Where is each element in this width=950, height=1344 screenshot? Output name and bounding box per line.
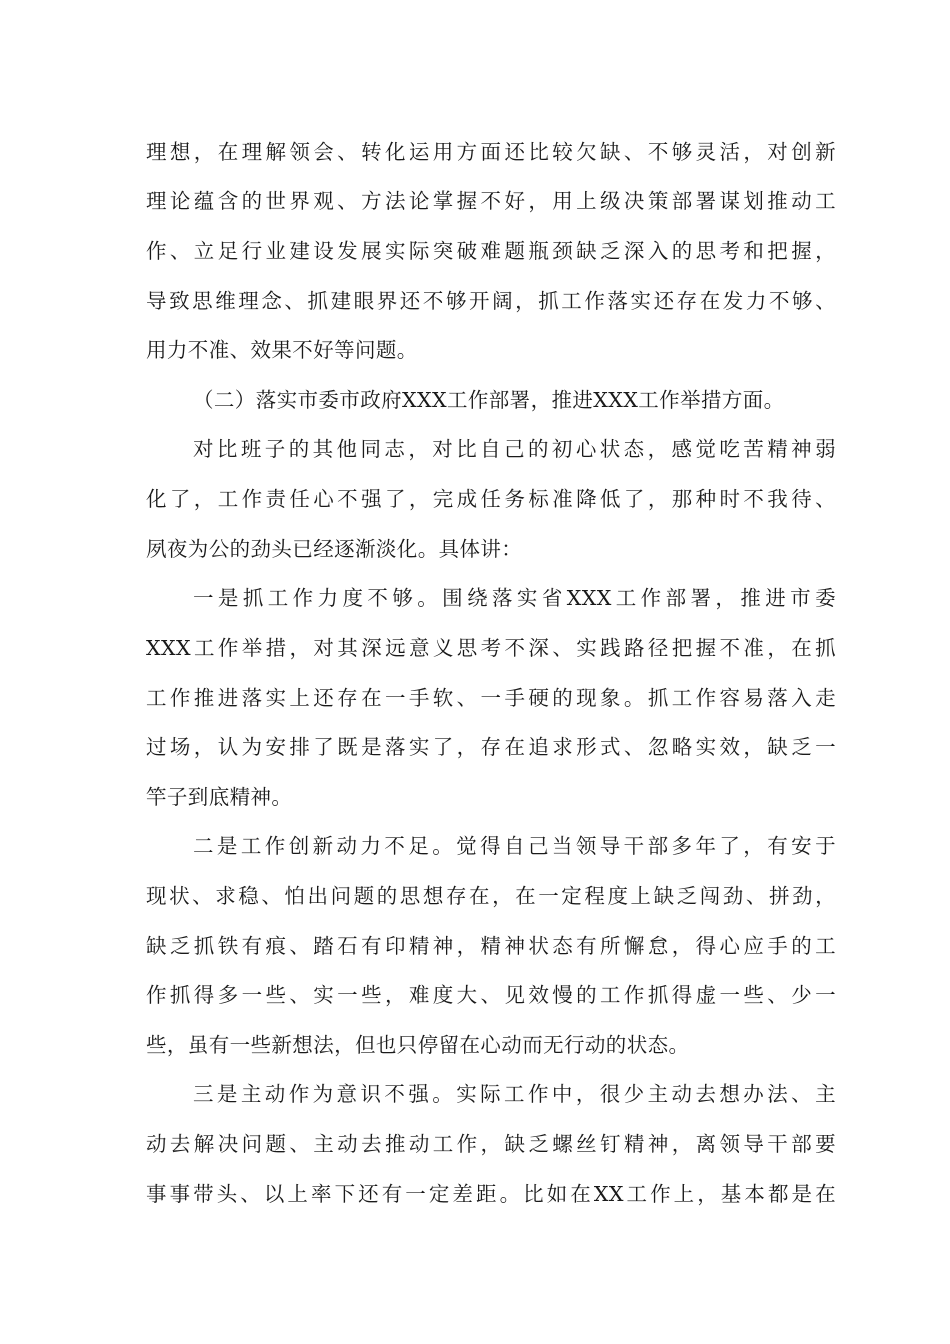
text-line: 一是抓工作力度不够。围绕落实省XXX工作部署，推进市委 <box>193 586 836 610</box>
text-line: 导致思维理念、抓建眼界还不够开阔，抓工作落实还存在发力不够、 <box>146 289 836 313</box>
text-line: 对比班子的其他同志，对比自己的初心状态，感觉吃苦精神弱 <box>193 437 836 461</box>
text-line: 理论蕴含的世界观、方法论掌握不好，用上级决策部署谋划推动工 <box>146 189 836 213</box>
text-line: 工作推进落实上还存在一手软、一手硬的现象。抓工作容易落入走 <box>146 686 836 710</box>
text-line: XXX工作举措，对其深远意义思考不深、实践路径把握不准，在抓 <box>146 636 836 660</box>
text-line: 用力不准、效果不好等问题。 <box>146 338 418 362</box>
text-line: 竿子到底精神。 <box>146 785 293 809</box>
text-line: 三是主动作为意识不强。实际工作中，很少主动去想办法、主 <box>193 1082 836 1106</box>
text-line: 动去解决问题、主动去推动工作，缺乏螺丝钉精神，离领导干部要 <box>146 1132 836 1156</box>
text-line: 过场，认为安排了既是落实了，存在追求形式、忽略实效，缺乏一 <box>146 735 836 759</box>
text-line: 二是工作创新动力不足。觉得自己当领导干部多年了，有安于 <box>193 834 836 858</box>
text-line: 事事带头、以上率下还有一定差距。比如在XX工作上，基本都是在 <box>146 1182 836 1206</box>
text-line: 夙夜为公的劲头已经逐渐淡化。具体讲： <box>146 537 523 561</box>
text-line: 化了，工作责任心不强了，完成任务标准降低了，那种时不我待、 <box>146 487 836 511</box>
text-line: 现状、求稳、怕出问题的思想存在，在一定程度上缺乏闯劲、拼劲， <box>146 884 836 908</box>
text-line: 缺乏抓铁有痕、踏石有印精神，精神状态有所懈怠，得心应手的工 <box>146 934 836 958</box>
text-line: 作抓得多一些、实一些，难度大、见效慢的工作抓得虚一些、少一 <box>146 983 836 1007</box>
text-line: 作、立足行业建设发展实际突破难题瓶颈缺乏深入的思考和把握， <box>146 239 836 263</box>
text-line: 些，虽有一些新想法，但也只停留在心动而无行动的状态。 <box>146 1033 690 1057</box>
section-heading: （二）落实市委市政府XXX工作部署，推进XXX工作举措方面。 <box>193 388 785 412</box>
text-line: 理想，在理解领会、转化运用方面还比较欠缺、不够灵活，对创新 <box>146 140 836 164</box>
